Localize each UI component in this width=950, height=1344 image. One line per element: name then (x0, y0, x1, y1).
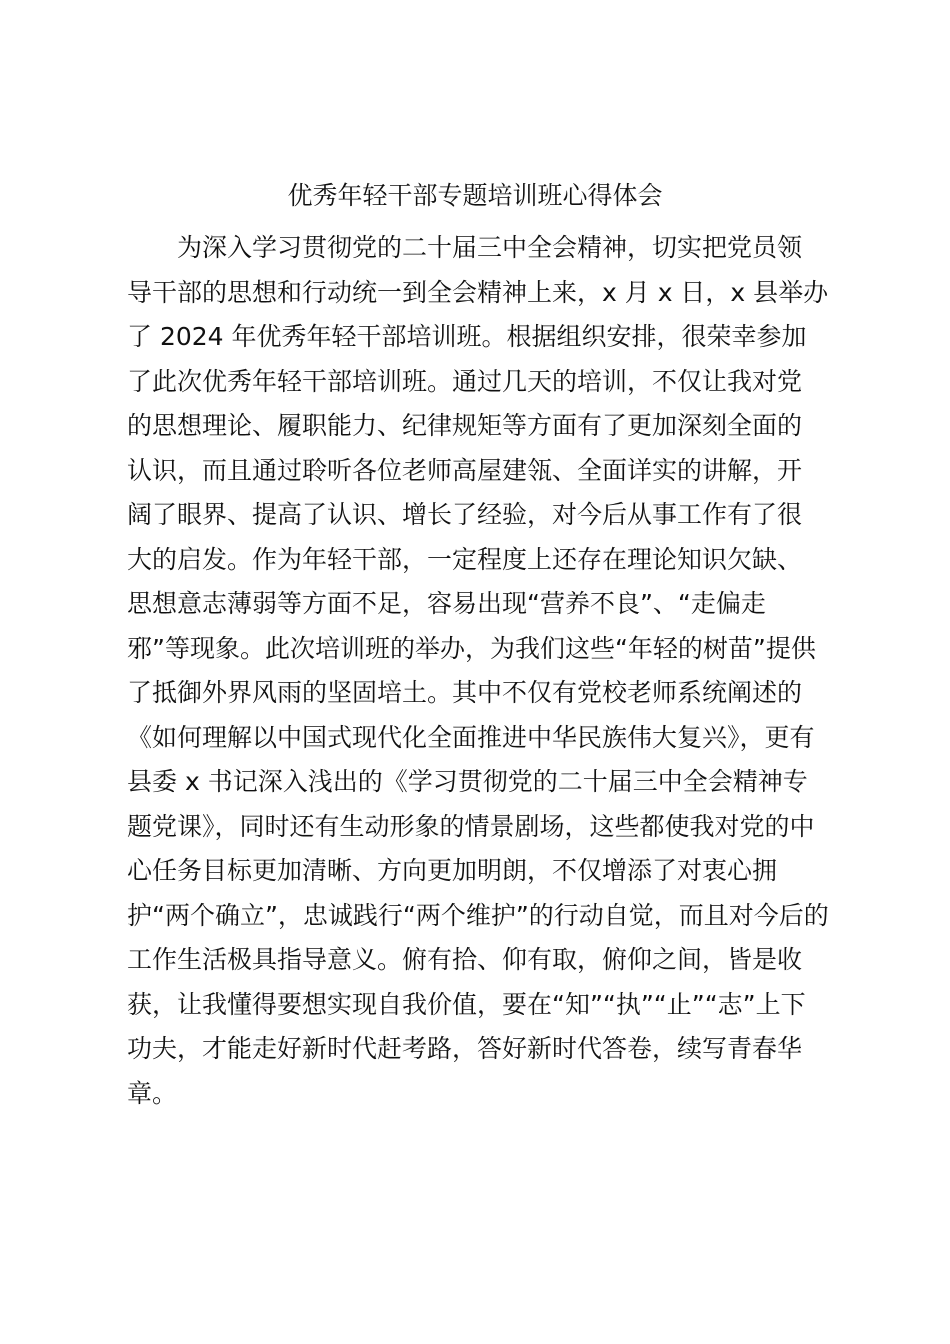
document-title: 优秀年轻干部专题培训班心得体会 (287, 181, 663, 210)
body-line: 章。 (127, 1078, 178, 1108)
body-line: 心任务目标更加清晰、方向更加明朗，不仅增添了对衷心拥 (127, 856, 778, 885)
body-line: 《如何理解以中国式现代化全面推进中华民族伟大复兴》，更有 (127, 722, 815, 752)
body-line: 为深入学习贯彻党的二十届三中全会精神，切实把党员领 (127, 233, 803, 262)
body-line: 的思想理论、履职能力、纪律规矩等方面有了更加深刻全面的 (127, 411, 803, 440)
body-line: 认识，而且通过聆听各位老师高屋建瓴、全面详实的讲解，开 (127, 455, 803, 485)
body-line: 工作生活极具指导意义。俯有拾、仰有取，俯仰之间，皆是收 (127, 945, 803, 974)
body-line: 获，让我懂得要想实现自我价值，要在“知”“执”“止”“志”上下 (127, 989, 806, 1019)
body-line: 邪”等现象。此次培训班的举办，为我们这些“年轻的树苗”提供 (127, 633, 816, 663)
body-line: 阔了眼界、提高了认识、增长了经验，对今后从事工作有了很 (127, 500, 803, 529)
body-line: 题党课》，同时还有生动形象的情景剧场，这些都使我对党的中 (127, 811, 815, 841)
body-line: 了抵御外界风雨的坚固培土。其中不仅有党校老师系统阐述的 (127, 678, 803, 707)
body-line: 县委 x 书记深入浅出的《学习贯彻党的二十届三中全会精神专 (127, 767, 808, 796)
body-line: 了 2024 年优秀年轻干部培训班。根据组织安排，很荣幸参加 (127, 322, 807, 351)
body-line: 了此次优秀年轻干部培训班。通过几天的培训，不仅让我对党 (127, 366, 803, 396)
body-line: 功夫，才能走好新时代赶考路，答好新时代答卷，续写青春华 (127, 1034, 803, 1063)
body-line: 思想意志薄弱等方面不足，容易出现“营养不良”、“走偏走 (127, 589, 766, 618)
body-line: 导干部的思想和行动统一到全会精神上来，x 月 x 日，x 县举办 (127, 277, 829, 307)
body-line: 大的启发。作为年轻干部，一定程度上还存在理论知识欠缺、 (127, 544, 803, 574)
document-body (127, 226, 847, 1116)
body-line: 护“两个确立”，忠诚践行“两个维护”的行动自觉，而且对今后的 (127, 900, 829, 930)
